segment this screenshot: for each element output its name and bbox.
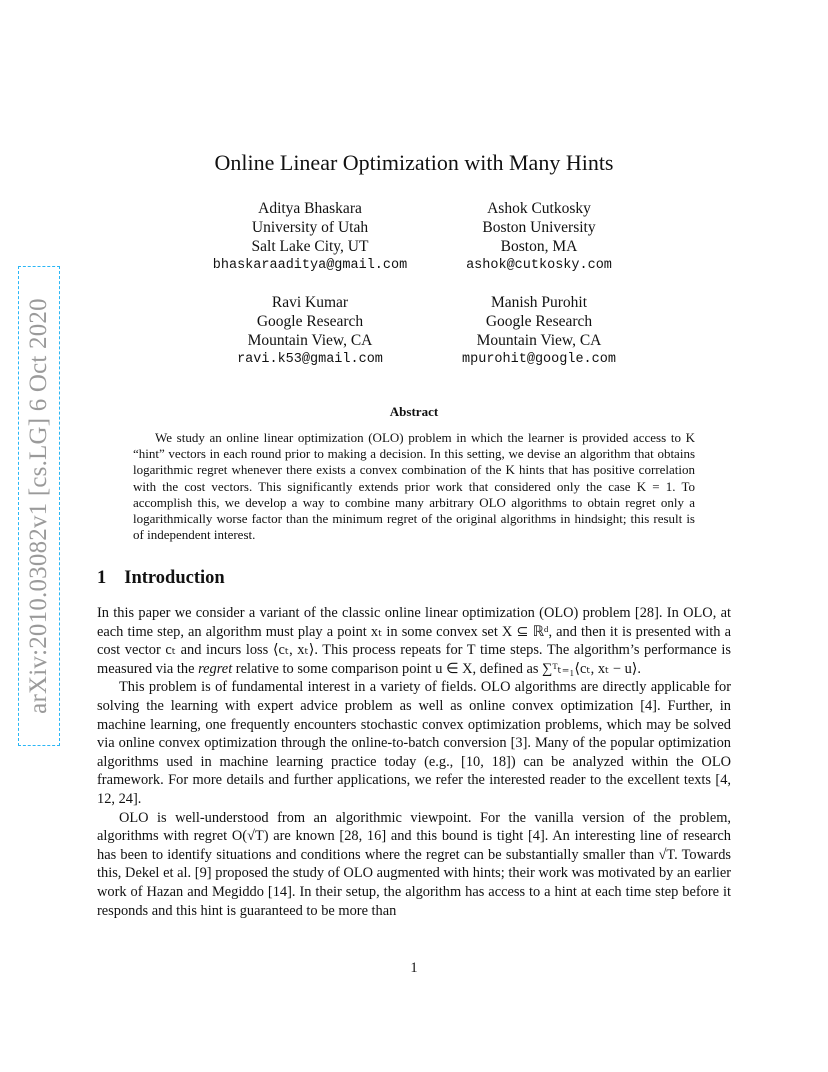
regret-term: regret	[198, 660, 233, 677]
author-email: bhaskaraaditya@gmail.com	[212, 258, 408, 273]
author-email: mpurohit@google.com	[462, 352, 616, 367]
author-affiliation: University of Utah	[251, 219, 369, 236]
paragraph-2: This problem is of fundamental interest in a variety of fields. OLO algorithms are directly applicable for solving the learning with expert advice problem as well as online convex optimization [4]. Further, in machine learning, one frequently encounters stochastic convex optimization problems, which may be solved via online convex optimization through the online-to-batch conversion [3]. Many of the popular optimization algorithms used in machine learning practice today (e.g., [10, 18]) can be analyzed within the OLO framework. For more details and further applications, we refer the interested reader to the excellent texts [4, 12, 24].	[97, 679, 731, 807]
paragraph-1-part-a: In this paper we consider a variant of the classic online linear optimization (OLO) problem [28]. In OLO, at each time step, an algorithm must play a point xₜ in some convex set X ⊆ ℝᵈ, and then it is presented with a cost vector cₜ and incurs loss ⟨cₜ, xₜ⟩. This process repeats for T time steps. The algorithm’s performance is measured via the	[97, 605, 731, 677]
author-name: Ravi Kumar	[271, 294, 349, 311]
author-location: Mountain View, CA	[476, 332, 602, 349]
paragraph-3: OLO is well-understood from an algorithmic viewpoint. For the vanilla version of the problem, algorithms with regret O(√T) are known [28, 16] and this bound is tight [4]. An interesting line of research has been to identify situations and conditions where the regret can be substantially smaller than √T. Towards this, Dekel et al. [9] proposed the study of OLO augmented with hints; their work was motivated by an earlier work of Hazan and Megiddo [14]. In their setup, the algorithm has access to a hint at each time step before it responds and this hint is guaranteed to be more than	[97, 809, 731, 919]
paragraph-1-part-b: relative to some comparison point u ∈ X, defined as ∑ᵀₜ₌₁⟨cₜ, xₜ − u⟩.	[232, 660, 642, 677]
author-block-3	[185, 293, 435, 369]
author-email: ashok@cutkosky.com	[466, 258, 612, 273]
abstract-heading: Abstract	[389, 404, 439, 419]
author-block-4	[414, 293, 664, 369]
author-affiliation: Google Research	[485, 313, 593, 330]
paragraph-1	[97, 604, 731, 678]
author-location: Mountain View, CA	[247, 332, 373, 349]
author-name: Aditya Bhaskara	[258, 200, 362, 217]
author-location: Salt Lake City, UT	[251, 238, 369, 255]
author-affiliation: Boston University	[482, 219, 596, 236]
author-email: ravi.k53@gmail.com	[237, 352, 383, 367]
section-heading	[97, 568, 225, 589]
author-name: Manish Purohit	[490, 294, 588, 311]
arxiv-stamp-text: arXiv:2010.03082v1 [cs.LG] 6 Oct 2020	[25, 298, 53, 714]
author-affiliation: Google Research	[256, 313, 364, 330]
body-text	[97, 604, 731, 920]
author-name: Ashok Cutkosky	[487, 200, 591, 217]
arxiv-stamp	[18, 266, 60, 746]
author-block-2	[414, 199, 664, 275]
author-block-1	[185, 199, 435, 275]
paper-title: Online Linear Optimization with Many Hints	[214, 150, 614, 175]
section-number: 1	[97, 568, 107, 588]
author-location: Boston, MA	[500, 238, 578, 255]
section-title: Introduction	[124, 568, 225, 588]
abstract-text: We study an online linear optimization (OLO) problem in which the learner is provided access to K “hint” vectors in each round prior to making a decision. In this setting, we devise an algorithm that obtains logarithmic regret whenever there exists a convex combination of the K hints that has positive correlation with the cost vectors. This significantly extends prior work that considered only the case K = 1. To accomplish this, we develop a way to combine many arbitrary OLO algorithms to obtain regret only a logarithmically worse factor than the minimum regret of the original algorithms in hindsight; this result is of independent interest.	[133, 430, 695, 543]
page-number: 1	[410, 960, 418, 976]
